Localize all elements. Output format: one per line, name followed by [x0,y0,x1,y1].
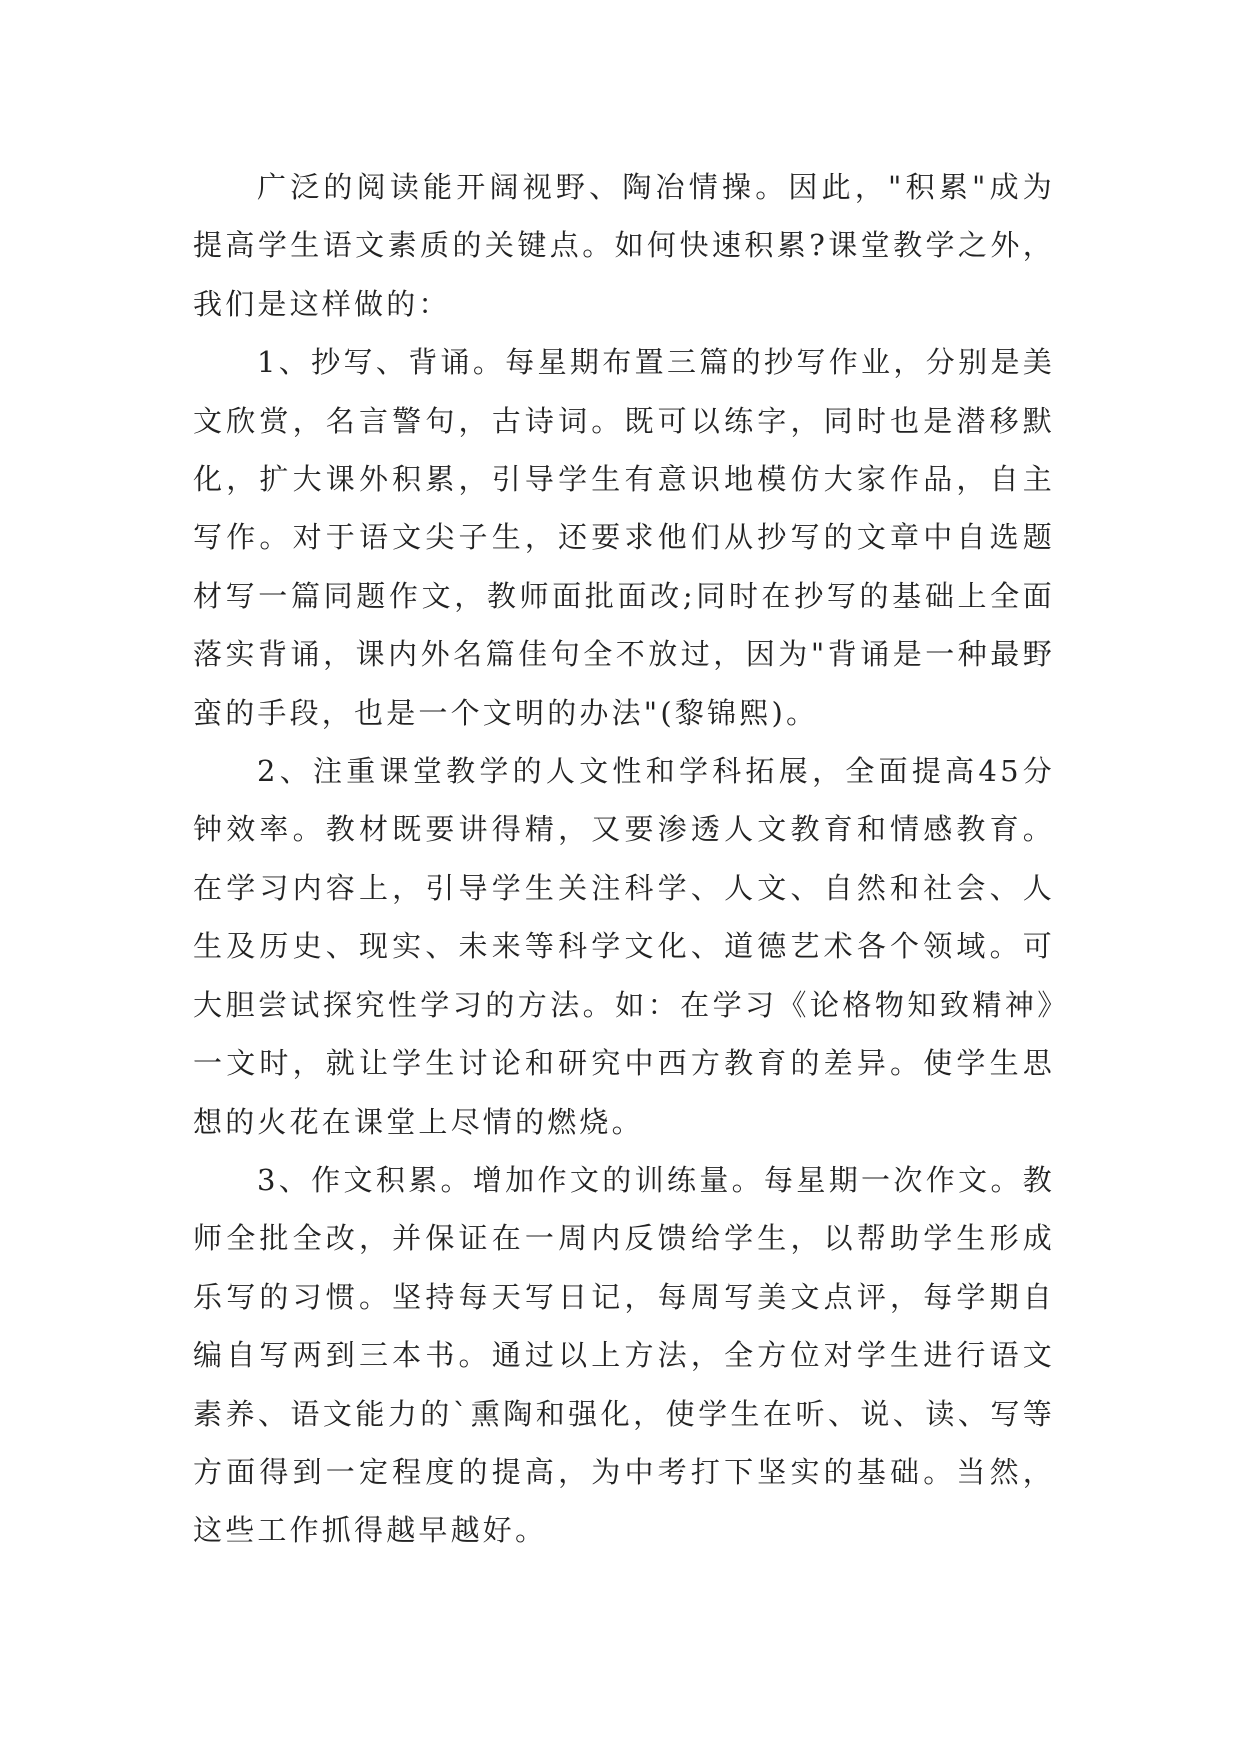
paragraph-intro: 广泛的阅读能开阔视野、陶冶情操。因此，"积累"成为提高学生语文素质的关键点。如何快速积累?课堂教学之外，我们是这样做的： [193,170,1055,321]
body-text [193,158,1055,1560]
paragraph-composition: 3、作文积累。增加作文的训练量。每星期一次作文。教师全批全改，并保证在一周内反馈给学生，以帮助学生形成乐写的习惯。坚持每天写日记，每周写美文点评，每学期自编自写两到三本书。通过以上方法，全方位对学生进行语文素养、语文能力的`熏陶和强化，使学生在听、说、读、写等方面得到一定程度的提高，为中考打下坚实的基础。当然，这些工作抓得越早越好。 [193,1162,1055,1548]
paragraph-copy-recite: 1、抄写、背诵。每星期布置三篇的抄写作业，分别是美文欣赏，名言警句，古诗词。既可以练字，同时也是潜移默化，扩大课外积累，引导学生有意识地模仿大家作品，自主写作。对于语文尖子生，还要求他们从抄写的文章中自选题材写一篇同题作文，教师面批面改;同时在抄写的基础上全面落实背诵，课内外名篇佳句全不放过，因为"背诵是一种最野蛮的手段，也是一个文明的办法"(黎锦熙)。 [193,345,1055,730]
paragraph-classroom: 2、注重课堂教学的人文性和学科拓展，全面提高45分钟效率。教材既要讲得精，又要渗透人文教育和情感教育。在学习内容上，引导学生关注科学、人文、自然和社会、人生及历史、现实、未来等科学文化、道德艺术各个领域。可大胆尝试探究性学习的方法。如：在学习《论格物知致精神》一文时，就让学生讨论和研究中西方教育的差异。使学生思想的火花在课堂上尽情的燃烧。 [193,754,1055,1139]
